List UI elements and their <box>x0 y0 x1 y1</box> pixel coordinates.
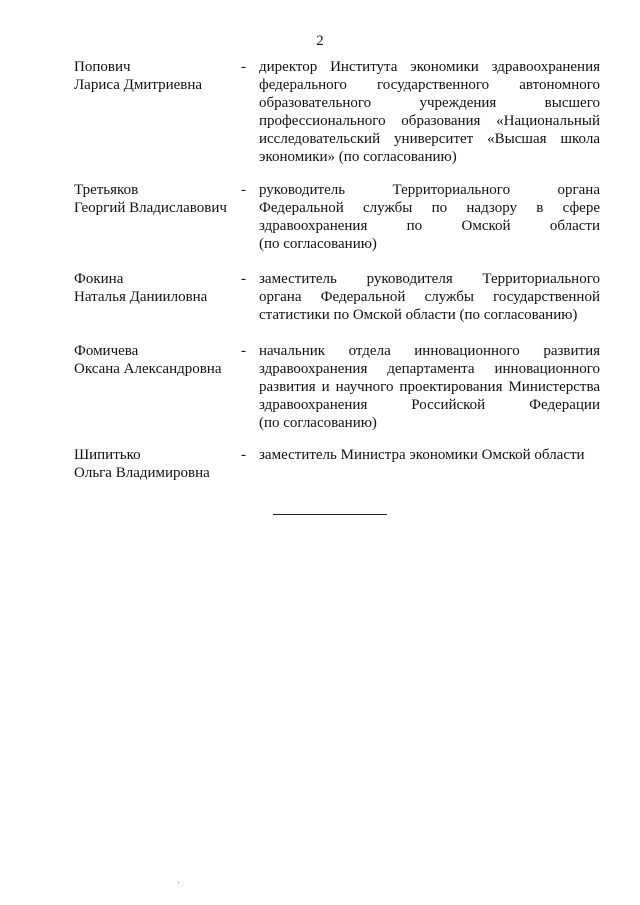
dash: - <box>241 271 246 287</box>
position-line: экономики» (по согласованию) <box>259 149 457 165</box>
member-name <box>74 342 244 378</box>
member-surname: Третьяков <box>74 182 139 198</box>
position-line: заместитель руководителя Территориального <box>259 271 600 287</box>
dash: - <box>241 182 246 198</box>
position-line: начальник отдела инновационного развития <box>259 343 600 359</box>
position-line: руководитель Территориального органа <box>259 182 600 198</box>
member-given-name: Георгий Владиславович <box>74 200 227 216</box>
member-position <box>259 342 600 432</box>
member-name <box>74 446 244 482</box>
position-line: статистики по Омской области (по согласованию) <box>259 307 578 323</box>
member-surname: Фокина <box>74 271 124 287</box>
position-line: (по согласованию) <box>259 415 377 431</box>
dash: - <box>241 447 246 463</box>
position-line: образовательного учреждения высшего <box>259 95 600 111</box>
position-line: органа Федеральной службы государственной <box>259 289 600 305</box>
member-surname: Попович <box>74 59 131 75</box>
member-position <box>259 58 600 166</box>
member-given-name: Оксана Александровна <box>74 361 222 377</box>
position-line: здравоохранения департамента инновационного <box>259 361 600 377</box>
position-line: директор Института экономики здравоохранения <box>259 59 600 75</box>
member-name <box>74 270 244 306</box>
member-surname: Шипитько <box>74 447 141 463</box>
position-line: федерального государственного автономного <box>259 77 600 93</box>
member-position <box>259 446 600 464</box>
position-line: исследовательский университет «Высшая школа <box>259 131 600 147</box>
member-given-name: Лариса Дмитриевна <box>74 77 203 93</box>
member-name <box>74 181 244 217</box>
member-position <box>259 270 600 324</box>
position-line: профессионального образования «Национальный <box>259 113 600 129</box>
dash: - <box>241 343 246 359</box>
position-line: Федеральной службы по надзору в сфере <box>259 200 600 216</box>
page-number: 2 <box>316 33 324 49</box>
position-line: (по согласованию) <box>259 236 377 252</box>
member-position <box>259 181 600 253</box>
end-divider <box>273 514 387 515</box>
position-line: заместитель Министра экономики Омской области <box>259 447 585 463</box>
member-given-name: Ольга Владимировна <box>74 465 210 481</box>
member-surname: Фомичева <box>74 343 139 359</box>
member-given-name: Наталья Данииловна <box>74 289 208 305</box>
member-name <box>74 58 244 94</box>
scan-dot <box>178 882 179 883</box>
position-line: здравоохранения по Омской области <box>259 218 600 234</box>
position-line: здравоохранения Российской Федерации <box>259 397 600 413</box>
position-line: развития и научного проектирования Министерства <box>259 379 600 395</box>
dash: - <box>241 59 246 75</box>
